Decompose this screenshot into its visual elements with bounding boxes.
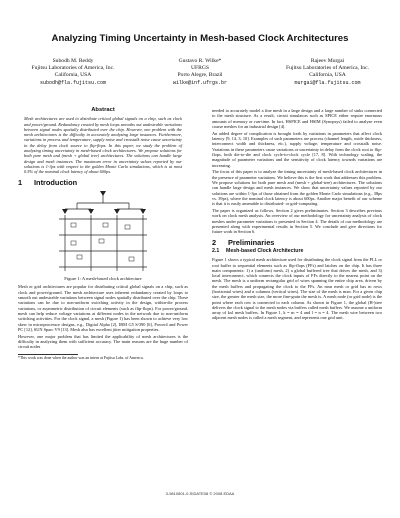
author-name: Subodh M. Reddy: [52, 58, 94, 64]
body-paragraph: needed to accurately model a fine mesh in a large design and a large number of sinks connected to the mesh structure. As a result, circuit simulators such as SPICE either require enormous amounts of memory or run-time. In fact, HSPICE and HSIM (Synopsys) failed to analyze even coarse meshes for an industrial design [4].: [212, 108, 382, 129]
body-paragraph: The focus of this paper is to analyze the timing uncertainty of mesh-based clock architectures in the presence of parameter variations. We believe this is the first work that addresses this problem. We propose solutions for both pure mesh and (mesh + global-tree) architectures. The solutions can handle large design and mesh instances. We show that uncertainty values reported by our solutions are within 1-3ps of those obtained from the golden Monte Carlo simulations (e.g., 38ps vs. 39ps), where the nominal clock latency is about 600ps. Another major benefit of our scheme is that it is easily amenable to distributed- or grid-computing.: [212, 169, 382, 207]
intro-paragraph: Mesh or grid architectures are popular for distributing critical global signals on a chip, such as clock and power/ground. The mesh architecture uses inherent redundancy created by loops to smooth out undesirable variations between signal nodes spatially distributed over the chip. These variations can be due to non-uniform switching activity in the design, within-die process variations, or asymmetric distribution of circuit elements (such as flip-flops). For power/ground, mesh can help reduce voltage variations at different nodes in the network due to non-uniform switching activities. For the clock signal, a mesh (Figure 1) has been shown to achieve very low skew in microprocessor designs, e.g., Digital Alpha [2], IBM G5 S/390 [6], Power4 and Power PC [12], SUN Sparc V9 [13]. Mesh also has excellent jitter mitigation properties.: [18, 284, 188, 332]
left-column: [18, 108, 188, 360]
right-column: [212, 108, 382, 322]
page-footer: 3-9810801-0-SIDATE08 © 2008 EDAA: [165, 491, 235, 496]
footnote: *This work was done when the author was an intern at Fujitsu Labs. of America.: [18, 355, 144, 360]
footnote-rule: [18, 354, 78, 355]
author-email: wilke@inf.ufrgs.br: [172, 79, 227, 86]
author-location: Porto Alegre, Brazil: [177, 72, 223, 79]
abstract-text: Mesh architectures are used to distribute critical global signals on a chip, such as clock and power/ground. Redundancy created by mesh loops smooths out undesirable variations between signal nodes spatially distributed over the chip. However, one problem with the mesh architectures is the difficulty in accurately analyzing large instances. Furthermore, variations in process and temperature, supply noise and crosstalk noise cause uncertainty in the delay from clock source to flip-flops. In this paper, we study the problem of analyzing timing uncertainty in mesh-based clock architectures. We propose solutions for both pure mesh and (mesh + global tree) architectures. The solutions can handle large design and mesh instances. The maximum error in uncertainty values reported by our solutions is 1-3ps with respect to the golden Monte Carlo simulations, which is at most 0.5% of the nominal clock latency of about 600ps.: [24, 116, 182, 175]
author-location: California, USA: [54, 72, 92, 79]
section-number: 1: [18, 177, 23, 187]
body-paragraph: An added degree of complication is brought forth by variations in parameters that affect clock latency [9, 14, 3, 10]. Examples of such parameters are process (channel length, oxide thickness, interconnect width and thickness, etc.), supply voltage, temperature and crosstalk noise. Variations in these parameters cause variations or uncertainty in delay from the clock root to flip-flops, both die-to-die and clock cycle-to-clock cycle [17, 8]. With technology scaling, the magnitude of parameter variations and the sensitivity of clock latency towards variations are increasing.: [212, 130, 382, 168]
author-email: subodh@fla.fujitsu.com: [39, 79, 106, 86]
author-block-1: [18, 58, 128, 87]
author-name: Gustavo R. Wilke*: [178, 58, 222, 64]
mesh-figure: [18, 189, 188, 274]
mesh-architecture-diagram: [43, 189, 163, 273]
section-heading: [18, 177, 188, 187]
abstract-heading: Abstract: [91, 107, 115, 113]
section-heading: [212, 237, 382, 247]
body-paragraph: The paper is organized as follows. Section 2 gives preliminaries. Section 3 describes previous work on clock mesh analysis. An overview of our methodology for uncertainty analysis of clock meshes under parameter variations is presented in Section 4. The details of our methodology are presented along with experimental results in Section 5. We conclude and give directions for future work in Section 6.: [212, 208, 382, 235]
section-number: 2: [212, 237, 217, 247]
subsection-number: 2.1: [212, 247, 220, 254]
author-block-3: [270, 58, 385, 87]
intro-paragraph: However, one major problem that has limited the applicability of mesh architectures is the difficulty in analyzing them with sufficient accuracy. The main reasons are the huge number of circuit nodes: [18, 333, 188, 350]
author-name: Rajeev Murgai: [310, 58, 345, 64]
author-affiliation: UFRGS: [190, 65, 210, 72]
author-affiliation: Fujitsu Laboratories of America, Inc.: [31, 65, 115, 72]
section-title: Preliminaries: [228, 237, 275, 247]
author-affiliation: Fujitsu Laboratories of America, Inc.: [286, 65, 369, 72]
subsection-heading: [212, 249, 382, 254]
body-paragraph: Figure 1 shows a typical mesh architecture used for distributing the clock signal from the PLL or root buffer to sequential elements such as flip-flops (FFs) and latches on the chip. It has three main components: 1) a (uniform) mesh, 2) a global buffered tree that drives the mesh, and 3) local interconnect, which connects the clock inputs of FFs directly to the nearest point on the mesh. The mesh is a uniform rectangular grid of wires spanning the entire chip area, driven by the mesh buffers and propagating the clock to the FFs. An mxn mesh or grid has m rows (horizontal wires) and n columns (vertical wires). The size of the mesh is mxn. For a given chip size, the greater the mesh size, the more fine-grain the mesh is. A mesh node (or grid node) is the point where each row is connected to each column. As shown in Figure 1, the global (H-)tree delivers the clock signal to the mesh nodes via buffers called mesh buffers. We assume a uniform array of kxl mesh buffers. In Figure 1, k = m = 4 and l = n = 4. The mesh wire between two adjacent mesh nodes is called a mesh segment, and represents one grid unit.: [212, 257, 382, 321]
author-location: California, USA: [309, 72, 346, 79]
author-block-2: [145, 58, 255, 87]
figure-caption: Figure 1: A mesh-based clock architecture: [64, 276, 142, 282]
section-title: Introduction: [34, 177, 78, 187]
author-email: murgai@fla.fujitsu.com: [294, 79, 361, 86]
paper-title: Analyzing Timing Uncertainty in Mesh-based Clock Architectures: [51, 33, 349, 44]
subsection-title: Mesh-based Clock Architecture: [226, 247, 304, 254]
